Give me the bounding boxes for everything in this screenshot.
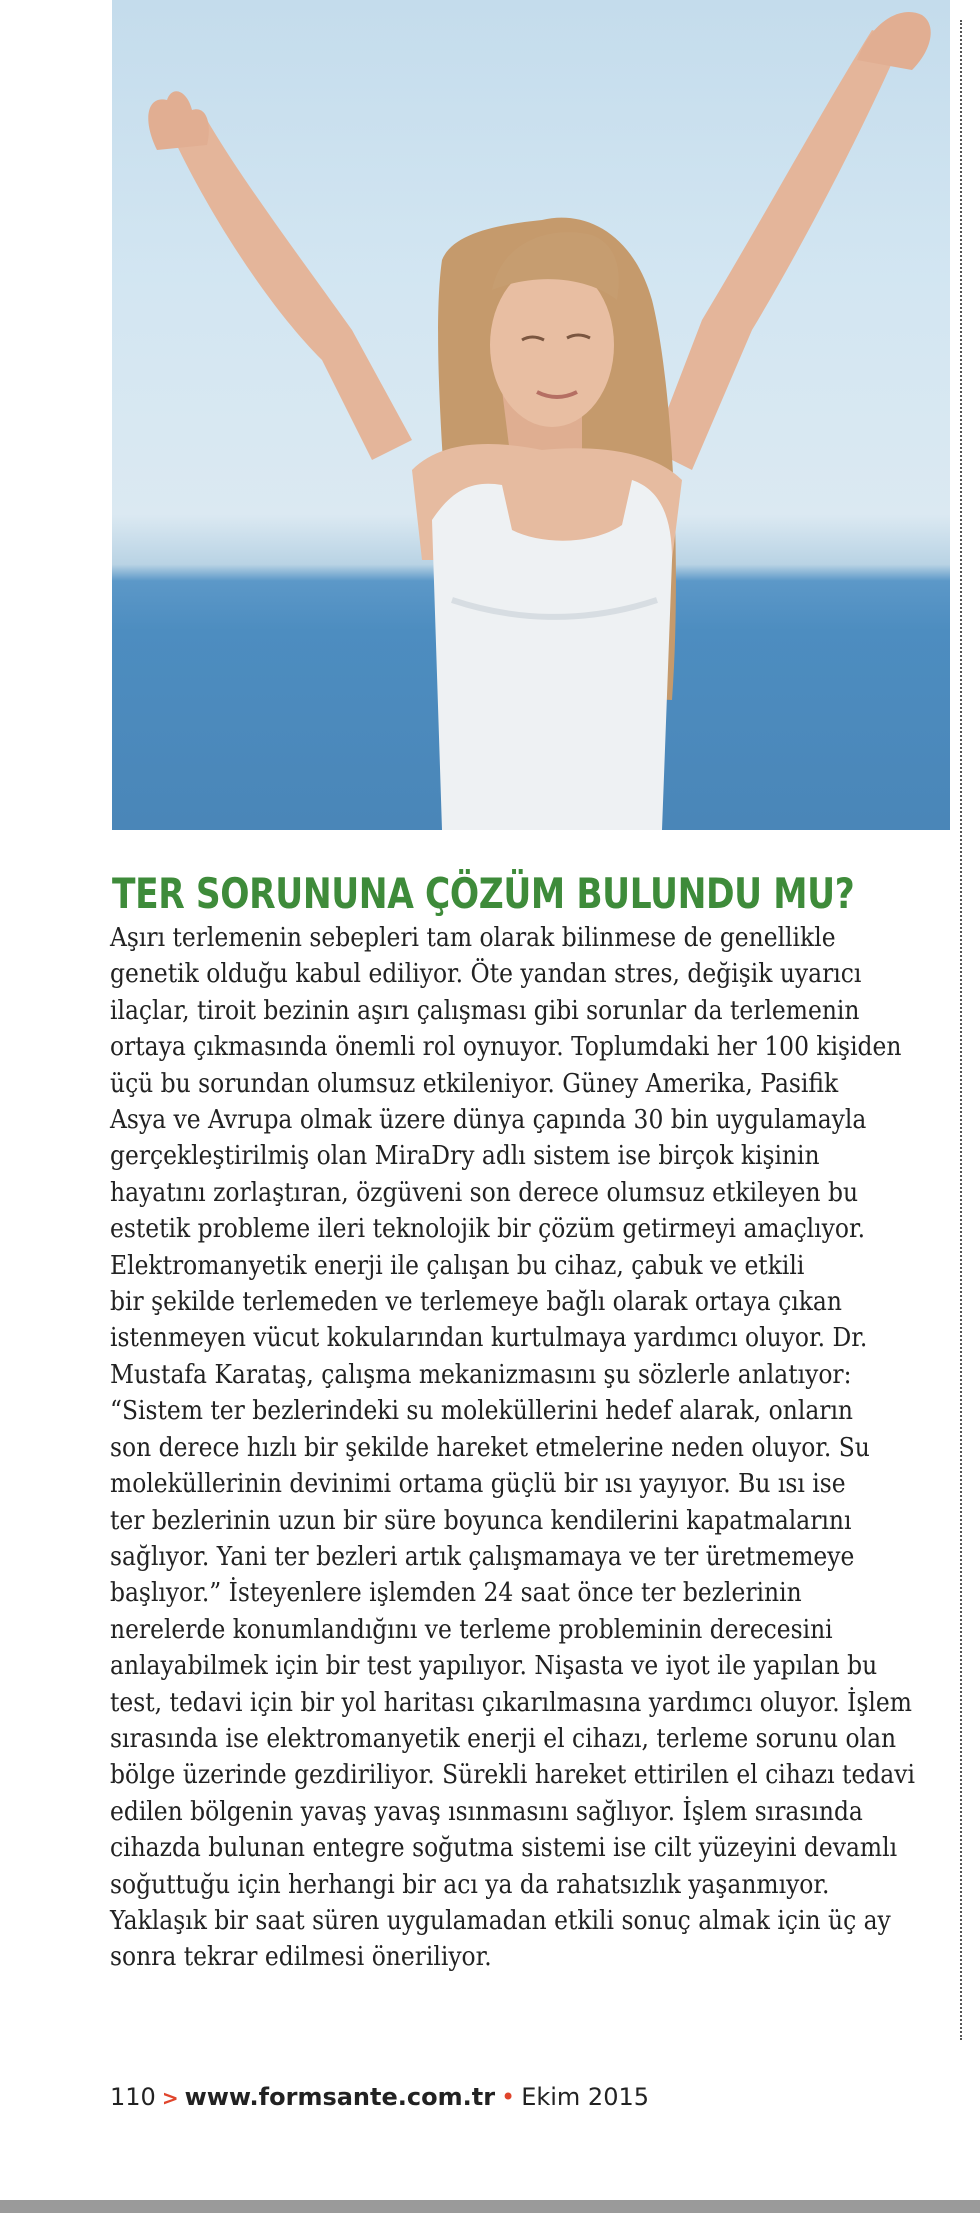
body-line: sırasında ise elektromanyetik enerji el cihazı, terleme sorunu olan (110, 1723, 897, 1754)
body-line: ortaya çıkmasında önemli rol oynuyor. Toplumdaki her 100 kişiden (110, 1032, 902, 1063)
body-line: üçü bu sorundan olumsuz etkileniyor. Güney Amerika, Pasifik (110, 1068, 839, 1099)
scan-bottom-edge (0, 2200, 980, 2213)
body-line: istenmeyen vücut kokularından kurtulmaya yardımcı oluyor. Dr. (110, 1323, 868, 1354)
body-line: bölge üzerinde gezdiriliyor. Sürekli hareket ettirilen el cihazı tedavi (110, 1760, 915, 1791)
article-body (110, 920, 915, 1976)
body-line: estetik probleme ileri teknolojik bir çözüm getirmeyi amaçlıyor. (110, 1214, 866, 1245)
body-line: ter bezlerinin uzun bir süre boyunca kendilerini kapatmalarını (110, 1505, 852, 1536)
body-line: Aşırı terlemenin sebepleri tam olarak bilinmese de genellikle (110, 923, 836, 953)
body-line: moleküllerinin devinimi ortama güçlü bir ısı yayıyor. Bu ısı ise (110, 1469, 846, 1500)
page-edge-dotted-rule (960, 20, 962, 2040)
body-line: “Sistem ter bezlerindeki su moleküllerini hedef alarak, onların (110, 1396, 854, 1427)
bullet-separator: • (501, 2083, 516, 2111)
body-line: gerçekleştirilmiş olan MiraDry adlı sistem ise birçok kişinin (110, 1141, 820, 1172)
body-line: bir şekilde terlemeden ve terlemeye bağlı olarak ortaya çıkan (110, 1287, 842, 1318)
body-line: genetik olduğu kabul ediliyor. Öte yandan stres, değişik uyarıcı (110, 959, 862, 990)
page-number: 110 (110, 2083, 156, 2111)
body-line: edilen bölgenin yavaş yavaş ısınmasını sağlıyor. İşlem sırasında (110, 1796, 863, 1827)
body-line: cihazda bulunan entegre soğutma sistemi ise cilt yüzeyini devamlı (110, 1833, 898, 1864)
body-line: Mustafa Karataş, çalışma mekanizmasını şu sözlerle anlatıyor: (110, 1359, 852, 1390)
body-line: sonra tekrar edilmesi öneriliyor. (110, 1942, 492, 1973)
article-headline: TER SORUNUNA ÇÖZÜM BULUNDU MU? (112, 869, 855, 918)
issue-date: Ekim 2015 (521, 2083, 650, 2111)
article-photo (112, 0, 950, 830)
body-line: son derece hızlı bir şekilde hareket etmelerine neden oluyor. Su (110, 1432, 870, 1463)
chevron-right-icon: > (161, 2086, 179, 2110)
woman-arms-raised-illustration (112, 0, 950, 830)
body-line: test, tedavi için bir yol haritası çıkarılmasına yardımcı oluyor. İşlem (110, 1687, 912, 1718)
body-line: başlıyor.” İsteyenlere işlemden 24 saat önce ter bezlerinin (110, 1578, 802, 1609)
body-line: soğuttuğu için herhangi bir acı ya da rahatsızlık yaşanmıyor. (110, 1869, 830, 1900)
body-line: sağlıyor. Yani ter bezleri artık çalışmamaya ve ter üretmemeye (110, 1541, 855, 1572)
website-link[interactable]: www.formsante.com.tr (184, 2083, 496, 2111)
body-line: anlayabilmek için bir test yapılıyor. Nişasta ve iyot ile yapılan bu (110, 1651, 878, 1682)
body-line: ilaçlar, tiroit bezinin aşırı çalışması gibi sorunlar da terlemenin (110, 995, 860, 1026)
body-line: Asya ve Avrupa olmak üzere dünya çapında 30 bin uygulamayla (110, 1105, 867, 1136)
page-footer (110, 2083, 649, 2111)
body-line: hayatını zorlaştıran, özgüveni son derece olumsuz etkileyen bu (110, 1177, 859, 1208)
body-line: Yaklaşık bir saat süren uygulamadan etkili sonuç almak için üç ay (110, 1905, 891, 1936)
body-line: Elektromanyetik enerji ile çalışan bu cihaz, çabuk ve etkili (110, 1250, 805, 1281)
body-line: nerelerde konumlandığını ve terleme probleminin derecesini (110, 1614, 833, 1645)
